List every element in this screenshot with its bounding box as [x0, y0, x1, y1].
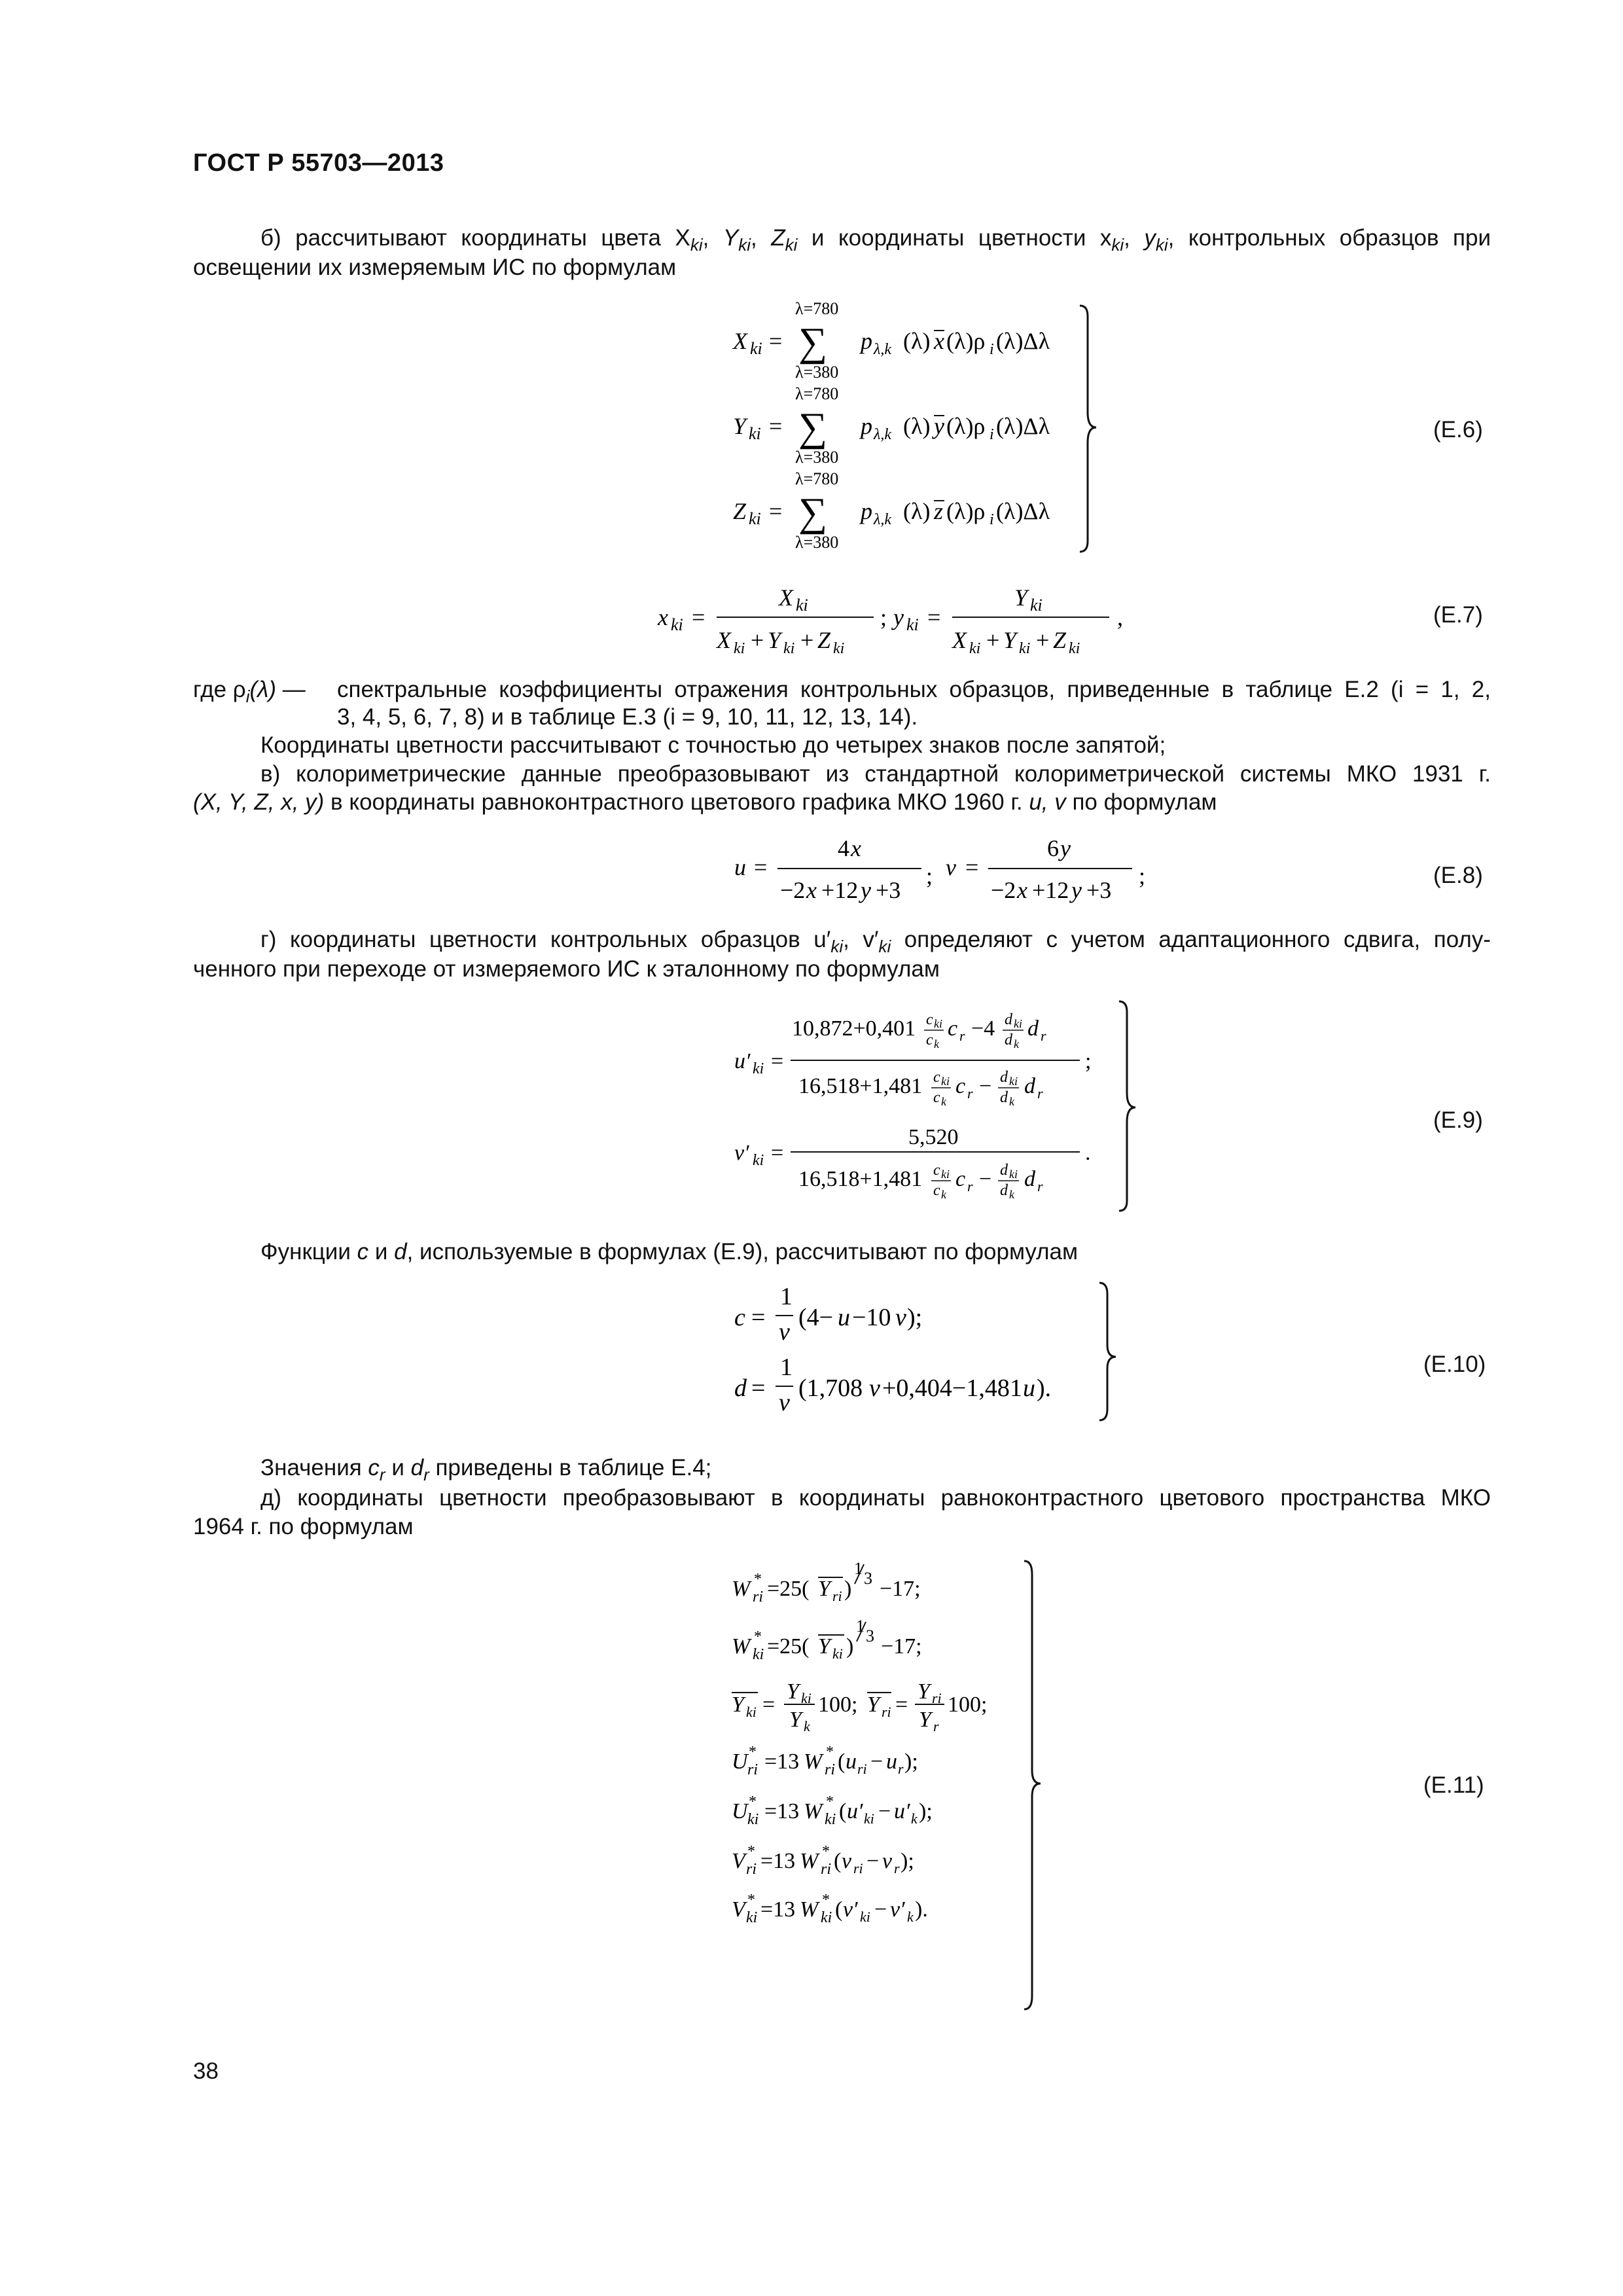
- paragraph-v-line2: (X, Y, Z, x, y) в координаты равноконтрастного цветового графика МКО 1960 г. u, v по формулам: [193, 789, 1217, 815]
- svg-text:u′: u′: [894, 1799, 910, 1823]
- svg-text:ri: ri: [853, 1860, 863, 1876]
- equation-number-e9: (Е.9): [1433, 1107, 1483, 1133]
- svg-text:ki: ki: [796, 596, 808, 615]
- svg-text:U: U: [732, 1749, 748, 1774]
- page-number: 38: [193, 2058, 219, 2084]
- svg-text:ki: ki: [864, 1810, 874, 1827]
- svg-text:ki: ki: [734, 640, 745, 657]
- svg-text:d: d: [1027, 1016, 1039, 1041]
- paragraph-d-line1: д) координаты цветности преобразовывают в координаты равноконтрастного цветового пространства МКО: [260, 1485, 1491, 1511]
- svg-text:p: p: [861, 498, 872, 524]
- svg-text:−10: −10: [852, 1304, 891, 1331]
- svg-text:d: d: [1005, 1011, 1012, 1028]
- svg-text:=: =: [769, 328, 783, 354]
- svg-text:ki: ki: [1019, 640, 1031, 657]
- svg-text:ki: ki: [746, 1909, 758, 1926]
- svg-text:i: i: [990, 426, 994, 443]
- svg-text:);: );: [904, 1749, 918, 1774]
- svg-text:d: d: [734, 1374, 747, 1402]
- svg-text:=: =: [769, 498, 783, 524]
- svg-text:=: =: [895, 1693, 908, 1717]
- svg-text:c: c: [734, 1304, 745, 1331]
- svg-text:=25(: =25(: [767, 1634, 810, 1659]
- svg-text:k: k: [941, 1095, 946, 1108]
- svg-text:+: +: [800, 627, 814, 653]
- formula-e6: [720, 298, 1113, 556]
- svg-text:,: ,: [1117, 604, 1123, 630]
- svg-text:c: c: [933, 1182, 940, 1199]
- svg-text:;: ;: [880, 604, 887, 630]
- svg-text:*: *: [747, 1892, 755, 1909]
- svg-text:v: v: [882, 1849, 893, 1873]
- svg-text:z: z: [934, 498, 944, 524]
- svg-text:*: *: [754, 1628, 762, 1645]
- svg-text:u: u: [886, 1749, 897, 1774]
- svg-text:W: W: [804, 1799, 823, 1823]
- svg-text:r: r: [933, 1718, 939, 1734]
- svg-text:.: .: [1085, 1141, 1091, 1165]
- svg-text:−2: −2: [991, 877, 1016, 903]
- svg-text:(4−: (4−: [798, 1304, 834, 1331]
- svg-text:;: ;: [1085, 1049, 1092, 1073]
- svg-text:ki: ki: [750, 339, 762, 358]
- formula-e9: [726, 995, 1145, 1217]
- svg-text:ki: ki: [753, 1060, 764, 1077]
- svg-text:).: ).: [1037, 1374, 1052, 1402]
- svg-text:r: r: [1041, 1028, 1046, 1044]
- svg-text:d: d: [1005, 1031, 1012, 1049]
- where-definition-line2: 3, 4, 5, 6, 7, 8) и в таблице Е.3 (i = 9, 10, 11, 12, 13, 14).: [337, 704, 918, 730]
- svg-text:y: y: [1060, 835, 1071, 861]
- svg-text:−: −: [878, 1799, 891, 1823]
- svg-text:=13: =13: [764, 1749, 800, 1774]
- svg-text:W: W: [732, 1577, 751, 1601]
- where-label: где $\rho_i(\lambda)$ —: [193, 677, 306, 706]
- svg-text:16,518+1,481: 16,518+1,481: [798, 1167, 923, 1191]
- svg-text:ki: ki: [1009, 1075, 1018, 1088]
- svg-text:r: r: [894, 1860, 900, 1876]
- svg-text:ki: ki: [1069, 640, 1080, 657]
- svg-text:1: 1: [854, 1559, 863, 1578]
- svg-text:(λ)Δλ: (λ)Δλ: [996, 498, 1050, 524]
- svg-text:ki: ki: [801, 1690, 812, 1706]
- svg-text:V: V: [732, 1897, 745, 1922]
- svg-text:i: i: [990, 341, 994, 358]
- svg-text:ki: ki: [753, 1152, 764, 1169]
- equation-number-e7: (Е.7): [1433, 602, 1483, 628]
- svg-text:x: x: [806, 877, 817, 903]
- svg-text:100;: 100;: [818, 1693, 858, 1717]
- svg-text:1: 1: [780, 1283, 793, 1310]
- svg-text:*: *: [822, 1843, 830, 1860]
- svg-text:λ,k: λ,k: [874, 341, 892, 358]
- svg-text:(: (: [834, 1849, 842, 1873]
- svg-text:λ=380: λ=380: [795, 448, 839, 467]
- svg-text:Y: Y: [1014, 584, 1028, 611]
- svg-text:Y: Y: [818, 1634, 830, 1659]
- svg-text:W: W: [732, 1634, 751, 1659]
- formula-e8: [726, 831, 1171, 910]
- svg-text:*: *: [822, 1892, 830, 1909]
- svg-text:100;: 100;: [948, 1693, 988, 1717]
- svg-text:Y: Y: [768, 627, 781, 653]
- svg-text:−: −: [979, 1074, 992, 1098]
- svg-text:x: x: [934, 328, 944, 354]
- svg-text:λ=780: λ=780: [795, 299, 839, 318]
- paragraph-g-line2: ченного при переходе от измеряемого ИС к эталонному по формулам: [193, 956, 940, 982]
- svg-text:=: =: [692, 604, 705, 630]
- svg-text:(λ): (λ): [903, 328, 931, 354]
- svg-text:v′: v′: [843, 1897, 858, 1922]
- svg-text:u: u: [734, 854, 746, 880]
- equation-number-e6: (Е.6): [1433, 417, 1483, 442]
- svg-text:−2: −2: [780, 877, 806, 903]
- svg-text:−: −: [866, 1849, 880, 1873]
- svg-text:+3: +3: [876, 877, 901, 903]
- svg-text:x: x: [851, 835, 861, 861]
- svg-text:X: X: [733, 328, 747, 354]
- svg-text:y: y: [934, 413, 944, 439]
- svg-text:ki: ki: [783, 640, 795, 657]
- svg-text:∑: ∑: [798, 320, 828, 365]
- svg-text:6: 6: [1047, 835, 1059, 861]
- svg-text:): ): [844, 1577, 852, 1601]
- svg-text:ki: ki: [747, 1811, 759, 1828]
- svg-text:ki: ki: [832, 1645, 843, 1662]
- svg-text:+12: +12: [1032, 877, 1069, 903]
- svg-text:λ=380: λ=380: [795, 363, 839, 382]
- svg-text:ki: ki: [753, 1646, 764, 1663]
- svg-text:−17;: −17;: [881, 1634, 922, 1659]
- svg-text:v: v: [842, 1849, 852, 1873]
- svg-text:ri: ri: [932, 1690, 942, 1706]
- svg-text:ki: ki: [746, 1704, 757, 1720]
- svg-text:p: p: [861, 413, 872, 439]
- svg-text:ki: ki: [1014, 1017, 1022, 1030]
- svg-text:=13: =13: [760, 1897, 796, 1922]
- svg-text:λ=780: λ=780: [795, 469, 839, 488]
- svg-text:r: r: [1037, 1085, 1043, 1102]
- svg-text:(1,708: (1,708: [798, 1374, 863, 1402]
- svg-text:Z: Z: [733, 498, 747, 524]
- svg-text:∑: ∑: [798, 490, 828, 535]
- svg-text:ki: ki: [906, 615, 919, 634]
- svg-text:k: k: [907, 1909, 914, 1925]
- svg-text:k: k: [1009, 1188, 1014, 1201]
- svg-text:c: c: [948, 1016, 958, 1041]
- svg-text:∑: ∑: [798, 405, 828, 450]
- svg-text:d: d: [1024, 1167, 1035, 1191]
- svg-text:ki: ki: [1030, 596, 1043, 615]
- formula-e11: [726, 1558, 1106, 2016]
- svg-text:ki: ki: [934, 1017, 942, 1030]
- svg-text:ki: ki: [860, 1909, 870, 1925]
- svg-text:ki: ki: [825, 1811, 836, 1828]
- svg-text:v: v: [779, 1318, 790, 1346]
- svg-text:−: −: [979, 1167, 992, 1191]
- svg-text:ri: ri: [746, 1861, 757, 1878]
- equation-number-e8: (Е.8): [1433, 863, 1483, 888]
- svg-text:ki: ki: [671, 615, 683, 634]
- svg-text:v: v: [779, 1389, 790, 1416]
- svg-text:3: 3: [864, 1569, 872, 1588]
- svg-text:+3: +3: [1086, 877, 1112, 903]
- svg-text:*: *: [749, 1793, 757, 1810]
- svg-text:c: c: [926, 1031, 933, 1049]
- svg-text:λ=380: λ=380: [795, 533, 839, 552]
- svg-text:W: W: [800, 1897, 819, 1922]
- svg-text:+0,404−1,481: +0,404−1,481: [882, 1374, 1022, 1402]
- svg-text:k: k: [804, 1718, 810, 1734]
- svg-text:c: c: [933, 1069, 940, 1086]
- svg-text:*: *: [749, 1744, 757, 1761]
- svg-text:u: u: [846, 1749, 857, 1774]
- svg-text:r: r: [959, 1028, 965, 1044]
- svg-text:ki: ki: [821, 1909, 832, 1926]
- svg-text:k: k: [1009, 1095, 1014, 1108]
- svg-text:x: x: [1017, 877, 1027, 903]
- svg-text:=: =: [965, 854, 979, 880]
- svg-text:Y: Y: [789, 1708, 802, 1732]
- svg-text:y: y: [1071, 877, 1082, 903]
- svg-text:+: +: [1036, 627, 1050, 653]
- svg-text:ri: ri: [825, 1761, 836, 1778]
- svg-text:k: k: [1014, 1037, 1019, 1050]
- svg-text:r: r: [967, 1085, 973, 1102]
- svg-text:d: d: [1000, 1162, 1008, 1179]
- svg-text:);: );: [901, 1849, 914, 1873]
- svg-text:u: u: [1023, 1374, 1035, 1402]
- svg-text:(λ)ρ: (λ)ρ: [946, 413, 986, 439]
- svg-text:Y: Y: [918, 1679, 930, 1704]
- svg-text:Z: Z: [817, 627, 831, 653]
- svg-text:u′: u′: [734, 1049, 751, 1073]
- svg-text:Y: Y: [1003, 627, 1017, 653]
- svg-text:−: −: [874, 1897, 887, 1922]
- svg-text:(λ): (λ): [903, 413, 931, 439]
- svg-text:).: ).: [915, 1897, 928, 1922]
- svg-text:i: i: [990, 511, 994, 528]
- svg-text:X: X: [779, 584, 793, 611]
- svg-text:Y: Y: [733, 413, 747, 439]
- formula-e7: [651, 579, 1149, 658]
- svg-text:ki: ki: [941, 1168, 950, 1181]
- svg-text:d: d: [1000, 1089, 1008, 1106]
- svg-text:(: (: [838, 1749, 846, 1774]
- svg-text:=13: =13: [760, 1849, 796, 1873]
- svg-text:c: c: [933, 1089, 940, 1106]
- svg-text:v′: v′: [890, 1897, 905, 1922]
- paragraph-v-line1: в) колориметрические данные преобразовывают из стандартной колориметрической системы МКО 1931 г.: [260, 761, 1491, 787]
- svg-text:ri: ri: [882, 1704, 891, 1720]
- svg-text:ri: ri: [747, 1761, 758, 1778]
- formula-e10: [726, 1280, 1139, 1424]
- svg-text:ki: ki: [1009, 1168, 1018, 1181]
- svg-text:v: v: [946, 854, 956, 880]
- svg-text:k: k: [911, 1810, 918, 1827]
- svg-text:X: X: [717, 627, 731, 653]
- svg-text:*: *: [826, 1744, 834, 1761]
- svg-text:ki: ki: [969, 640, 981, 657]
- svg-text:(λ)Δλ: (λ)Δλ: [996, 413, 1050, 439]
- svg-text:(λ)ρ: (λ)ρ: [946, 498, 986, 524]
- svg-text:=: =: [771, 1141, 784, 1165]
- where-definition-line1: спектральные коэффициенты отражения контрольных образцов, приведенные в таблице Е.2 (i = 1, 2,: [337, 677, 1491, 702]
- svg-text:c: c: [933, 1162, 940, 1179]
- paragraph-b-line1: б) рассчитывают координаты цвета $X_{ki}$, $Y_{ki}$, $Z_{ki}$ и координаты цветности $x_{ki}$, $y_{ki}$, контрольных образцов при: [260, 225, 1491, 255]
- svg-text:): ): [846, 1634, 854, 1659]
- svg-text:*: *: [826, 1793, 834, 1810]
- svg-text:V: V: [732, 1849, 745, 1873]
- svg-text:c: c: [955, 1167, 966, 1191]
- functions-line: Функции c и d, используемые в формулах (Е.9), рассчитывают по формулам: [260, 1239, 1079, 1265]
- svg-text:x: x: [658, 604, 668, 630]
- svg-text:*: *: [754, 1571, 762, 1588]
- svg-text:r: r: [898, 1761, 904, 1777]
- svg-text:=: =: [751, 1374, 766, 1402]
- svg-text:r: r: [1037, 1178, 1043, 1194]
- svg-text:ri: ri: [753, 1588, 764, 1605]
- svg-text:=: =: [751, 1304, 766, 1331]
- svg-text:k: k: [934, 1037, 939, 1050]
- svg-text:(: (: [839, 1799, 847, 1823]
- svg-text:−: −: [870, 1749, 883, 1774]
- svg-text:Y: Y: [732, 1693, 744, 1717]
- svg-text:+: +: [751, 627, 764, 653]
- svg-text:16,518+1,481: 16,518+1,481: [798, 1074, 923, 1098]
- svg-text:W: W: [804, 1749, 823, 1774]
- svg-text:=: =: [769, 413, 783, 439]
- svg-text:−17;: −17;: [880, 1577, 921, 1601]
- svg-text:y: y: [861, 877, 871, 903]
- svg-text:k: k: [941, 1188, 946, 1201]
- svg-text:u′: u′: [847, 1799, 863, 1823]
- svg-text:(λ): (λ): [903, 498, 931, 524]
- svg-text:;: ;: [926, 863, 933, 889]
- equation-number-e10: (Е.10): [1423, 1352, 1486, 1377]
- svg-text:−4: −4: [971, 1016, 995, 1041]
- svg-text:λ=780: λ=780: [795, 384, 839, 403]
- svg-text:=: =: [927, 604, 941, 630]
- svg-text:y: y: [893, 604, 904, 630]
- svg-text:ri: ri: [821, 1861, 832, 1878]
- svg-text:c: c: [955, 1074, 966, 1098]
- svg-text:);: );: [907, 1304, 923, 1331]
- svg-text:1: 1: [780, 1354, 793, 1381]
- svg-text:v: v: [895, 1304, 906, 1331]
- svg-text:λ,k: λ,k: [874, 426, 892, 443]
- svg-text:=13: =13: [764, 1799, 800, 1823]
- svg-text:v′: v′: [734, 1141, 749, 1165]
- svg-text:ki: ki: [749, 509, 761, 528]
- svg-text:u: u: [838, 1304, 850, 1331]
- svg-text:4: 4: [838, 835, 849, 861]
- document-header: ГОСТ Р 55703—2013: [193, 149, 444, 177]
- svg-text:(λ)ρ: (λ)ρ: [946, 328, 986, 354]
- svg-text:d: d: [1000, 1182, 1008, 1199]
- svg-text:U: U: [732, 1799, 748, 1823]
- svg-text:;: ;: [1139, 863, 1146, 889]
- svg-text:=25(: =25(: [767, 1577, 810, 1601]
- svg-text:+: +: [986, 627, 1000, 653]
- svg-text:d: d: [1024, 1074, 1035, 1098]
- svg-text:);: );: [919, 1799, 933, 1823]
- svg-text:c: c: [926, 1011, 933, 1028]
- precision-note: Координаты цветности рассчитывают с точностью до четырех знаков после запятой;: [260, 732, 1166, 758]
- paragraph-b-line2: освещении их измеряемым ИС по формулам: [193, 255, 677, 280]
- svg-text:ri: ri: [857, 1761, 867, 1777]
- values-line: Значения $c_r$ и $d_r$ приведены в таблице Е.4;: [260, 1455, 712, 1484]
- svg-text:W: W: [800, 1849, 819, 1873]
- svg-text:d: d: [1000, 1069, 1008, 1086]
- svg-text:1: 1: [856, 1617, 865, 1636]
- svg-text:(λ)Δλ: (λ)Δλ: [996, 328, 1050, 354]
- svg-text:=: =: [771, 1049, 784, 1073]
- svg-text:ri: ri: [832, 1588, 842, 1604]
- equation-number-e11: (Е.11): [1423, 1772, 1484, 1798]
- svg-text:10,872+0,401: 10,872+0,401: [792, 1016, 916, 1041]
- svg-text:ki: ki: [833, 640, 845, 657]
- svg-text:=: =: [762, 1693, 776, 1717]
- svg-text:p: p: [861, 328, 872, 354]
- paragraph-d-line2: 1964 г. по формулам: [193, 1514, 414, 1539]
- svg-text:Z: Z: [1053, 627, 1067, 653]
- svg-text:Y: Y: [787, 1679, 799, 1704]
- svg-text:=: =: [754, 854, 768, 880]
- svg-text:Y: Y: [919, 1708, 931, 1732]
- svg-text:5,520: 5,520: [908, 1125, 959, 1149]
- svg-text:r: r: [967, 1178, 973, 1194]
- svg-text:3: 3: [866, 1626, 874, 1645]
- svg-text:v: v: [869, 1374, 880, 1402]
- svg-text:(: (: [835, 1897, 843, 1922]
- svg-text:X: X: [952, 627, 967, 653]
- svg-text:λ,k: λ,k: [874, 511, 892, 528]
- svg-text:ki: ki: [941, 1075, 950, 1088]
- svg-text:*: *: [747, 1843, 755, 1860]
- paragraph-g-line1: г) координаты цветности контрольных образцов $u'_{ki}$, $v'_{ki}$ определяют с учетом адаптационного сдвига, полу-: [260, 927, 1491, 956]
- svg-text:Y: Y: [818, 1577, 830, 1601]
- svg-text:+12: +12: [821, 877, 859, 903]
- svg-text:ki: ki: [749, 424, 761, 443]
- svg-text:Y: Y: [867, 1693, 880, 1717]
